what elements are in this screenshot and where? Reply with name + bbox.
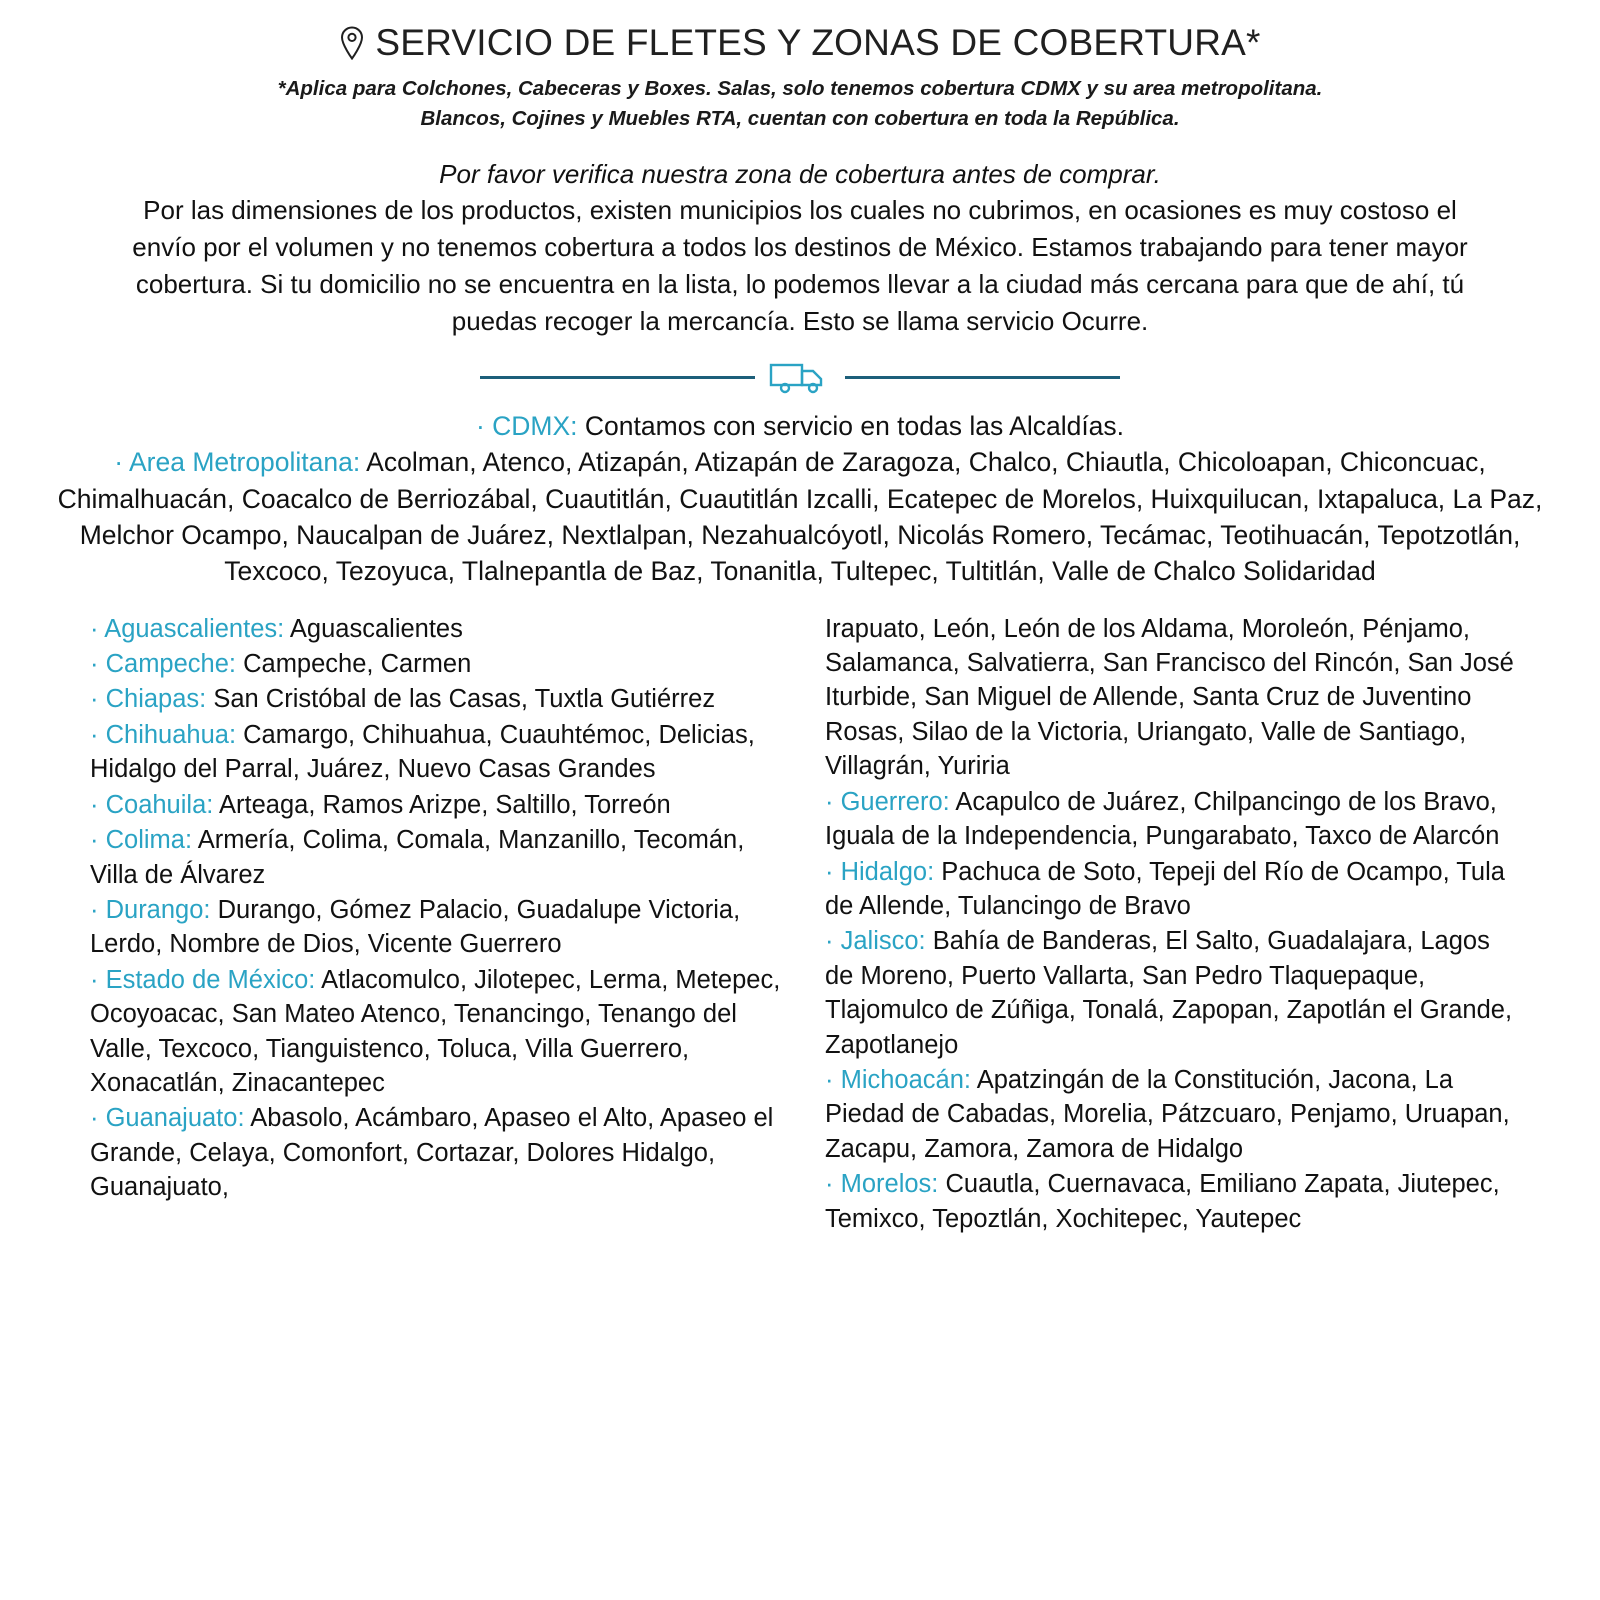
state-cities: Durango, Gómez Palacio, Guadalupe Victoria, Lerdo, Nombre de Dios, Vicente Guerrero bbox=[90, 895, 741, 959]
bullet-icon: · bbox=[90, 649, 99, 678]
state-label: Coahuila: bbox=[105, 790, 214, 819]
state-cities: Contamos con servicio en todas las Alcaldías. bbox=[584, 411, 1125, 442]
state-cities: Bahía de Banderas, El Salto, Guadalajara, Lagos de Moreno, Puerto Vallarta, San Pedro Tlaquepaque, Tlajomulco de Zúñiga, Tonalá, Zapopan, Zapotlán el Grande, Zapotlanejo bbox=[825, 927, 1513, 1059]
delivery-truck-icon bbox=[769, 358, 831, 396]
coverage-top-block bbox=[40, 408, 1560, 589]
coverage-entry-guanajuato bbox=[90, 1101, 787, 1204]
intro-lead: Por favor verifica nuestra zona de cobertura antes de comprar. bbox=[439, 159, 1161, 190]
state-cities: Apatzingán de la Constitución, Jacona, La Piedad de Cabadas, Morelia, Pátzcuaro, Penjamo, Uruapan, Zacapu, Zamora, Zamora de Hidalgo bbox=[825, 1066, 1510, 1163]
bullet-icon: · bbox=[825, 927, 834, 956]
coverage-entry-durango bbox=[90, 893, 787, 962]
state-cities: Pachuca de Soto, Tepeji del Río de Ocampo, Tula de Allende, Tulancingo de Bravo bbox=[825, 857, 1505, 920]
state-cities: Abasolo, Acámbaro, Apaseo el Alto, Apaseo el Grande, Celaya, Comonfort, Cortazar, Dolores Hidalgo, Guanajuato, bbox=[90, 1104, 774, 1202]
state-label: Aguascalientes: bbox=[104, 614, 285, 643]
state-label: CDMX: bbox=[492, 411, 578, 442]
state-cities: San Cristóbal de las Casas, Tuxtla Gutiérrez bbox=[213, 685, 716, 714]
header-note-line-2: Blancos, Cojines y Muebles RTA, cuentan con cobertura en toda la República. bbox=[420, 106, 1180, 130]
intro-body: Por las dimensiones de los productos, existen municipios los cuales no cubrimos, en ocasiones es muy costoso el envío por el volumen y no tenemos cobertura a todos los destinos de México. Estamos trabajando para tener mayor cobertura. Si tu domicilio no se encuentra en la lista, lo podemos llevar a la ciudad más cercana para que de ahí, tú puedas recoger la mercancía. Esto se llama servicio Ocurre. bbox=[132, 195, 1468, 337]
bullet-icon: · bbox=[90, 685, 99, 714]
bullet-icon: · bbox=[825, 787, 834, 816]
state-label: Guanajuato: bbox=[105, 1104, 245, 1133]
state-cities: Arteaga, Ramos Arizpe, Saltillo, Torreón bbox=[219, 790, 671, 819]
state-cities: Camargo, Chihuahua, Cuauhtémoc, Delicias, Hidalgo del Parral, Juárez, Nuevo Casas Grandes bbox=[90, 720, 755, 784]
coverage-entry-coahuila bbox=[90, 788, 787, 822]
coverage-entry-estado-de-mexico bbox=[90, 963, 787, 1101]
coverage-entry-morelos bbox=[825, 1167, 1522, 1236]
bullet-icon: · bbox=[475, 411, 485, 442]
state-cities: Cuautla, Cuernavaca, Emiliano Zapata, Jiutepec, Temixco, Tepoztlán, Xochitepec, Yautepec bbox=[825, 1170, 1500, 1233]
bullet-icon: · bbox=[90, 790, 99, 819]
state-cities: Aguascalientes bbox=[289, 614, 463, 643]
state-label: Hidalgo: bbox=[840, 857, 935, 886]
state-cities: Acolman, Atenco, Atizapán, Atizapán de Zaragoza, Chalco, Chiautla, Chicoloapan, Chiconcuac, Chimalhuacán, Coacalco de Berriozábal, Cuautitlán, Cuautitlán Izcalli, Ecatepec de Morelos, Huixquilucan, Ixtapaluca, La Paz, Melchor Ocampo, Naucalpan de Juárez, Nextlalpan, Nezahualcóyotl, Nicolás Romero, Tecámac, Teotihuacán, Tepotzotlán, Texcoco, Tezoyuca, Tlalnepantla de Baz, Tonanitla, Tultepec, Tultitlán, Valle de Chalco Solidaridad bbox=[57, 447, 1543, 587]
state-cities: Acapulco de Juárez, Chilpancingo de los Bravo, Iguala de la Independencia, Pungarabato, Taxco de Alarcón bbox=[825, 787, 1500, 851]
bullet-icon: · bbox=[90, 1104, 99, 1133]
state-label: Chihuahua: bbox=[105, 720, 237, 749]
section-divider bbox=[480, 358, 1120, 396]
bullet-icon: · bbox=[90, 720, 99, 749]
coverage-columns bbox=[30, 612, 1570, 1238]
bullet-icon: · bbox=[825, 1170, 834, 1199]
bullet-icon: · bbox=[825, 857, 834, 886]
coverage-entry-cdmx bbox=[40, 408, 1560, 444]
coverage-entry-chiapas bbox=[90, 682, 787, 716]
bullet-icon: · bbox=[114, 447, 124, 478]
bullet-icon: · bbox=[90, 965, 99, 994]
coverage-column-right bbox=[825, 612, 1522, 1238]
location-pin-icon bbox=[339, 26, 365, 60]
bullet-icon: · bbox=[90, 895, 99, 924]
coverage-entry-aguascalientes bbox=[90, 612, 787, 646]
state-label: Jalisco: bbox=[840, 927, 926, 956]
page-title bbox=[30, 22, 1570, 64]
state-cities: Armería, Colima, Comala, Manzanillo, Tecomán, Villa de Álvarez bbox=[90, 826, 745, 889]
state-label: Colima: bbox=[105, 826, 193, 855]
coverage-entry-guerrero bbox=[825, 785, 1522, 854]
coverage-entry-hidalgo bbox=[825, 855, 1522, 924]
state-cities: Campeche, Carmen bbox=[243, 649, 472, 678]
page-title-text: SERVICIO DE FLETES Y ZONAS DE COBERTURA* bbox=[375, 22, 1261, 63]
state-label: Area Metropolitana: bbox=[128, 447, 361, 478]
state-label: Estado de México: bbox=[105, 965, 316, 994]
header-note-line-1: *Aplica para Colchones, Cabeceras y Boxes. Salas, solo tenemos cobertura CDMX y su area metropolitana. bbox=[277, 77, 1323, 100]
coverage-entry-chihuahua bbox=[90, 718, 787, 787]
coverage-entry-michoacan bbox=[825, 1063, 1522, 1166]
header-note bbox=[135, 74, 1465, 133]
state-label: Michoacán: bbox=[840, 1066, 971, 1095]
bullet-icon: · bbox=[825, 1066, 834, 1095]
state-label: Campeche: bbox=[105, 649, 236, 678]
state-label: Chiapas: bbox=[105, 685, 207, 714]
state-label: Durango: bbox=[105, 895, 211, 924]
coverage-column-left bbox=[90, 612, 787, 1238]
state-label: Guerrero: bbox=[840, 787, 950, 816]
coverage-entry-guanajuato-continuation: Irapuato, León, León de los Aldama, Moroleón, Pénjamo, Salamanca, Salvatierra, San Francisco del Rincón, San José Iturbide, San Miguel de Allende, Santa Cruz de Juventino Rosas, Silao de la Victoria, Uriangato, Valle de Santiago, Villagrán, Yuriria bbox=[825, 614, 1514, 781]
divider-line-right bbox=[845, 376, 1120, 379]
state-cities: Atlacomulco, Jilotepec, Lerma, Metepec, Ocoyoacac, San Mateo Atenco, Tenancingo, Tenango del Valle, Texcoco, Tianguistenco, Toluca, Villa Guerrero, Xonacatlán, Zinacantepec bbox=[90, 965, 781, 1098]
coverage-entry-jalisco bbox=[825, 924, 1522, 1062]
divider-line-left bbox=[480, 376, 755, 379]
coverage-entry-colima bbox=[90, 823, 787, 892]
coverage-entry-area-metropolitana bbox=[40, 444, 1560, 589]
bullet-icon: · bbox=[90, 614, 99, 643]
bullet-icon: · bbox=[90, 826, 99, 855]
state-label: Morelos: bbox=[840, 1170, 939, 1199]
coverage-entry-campeche bbox=[90, 647, 787, 681]
